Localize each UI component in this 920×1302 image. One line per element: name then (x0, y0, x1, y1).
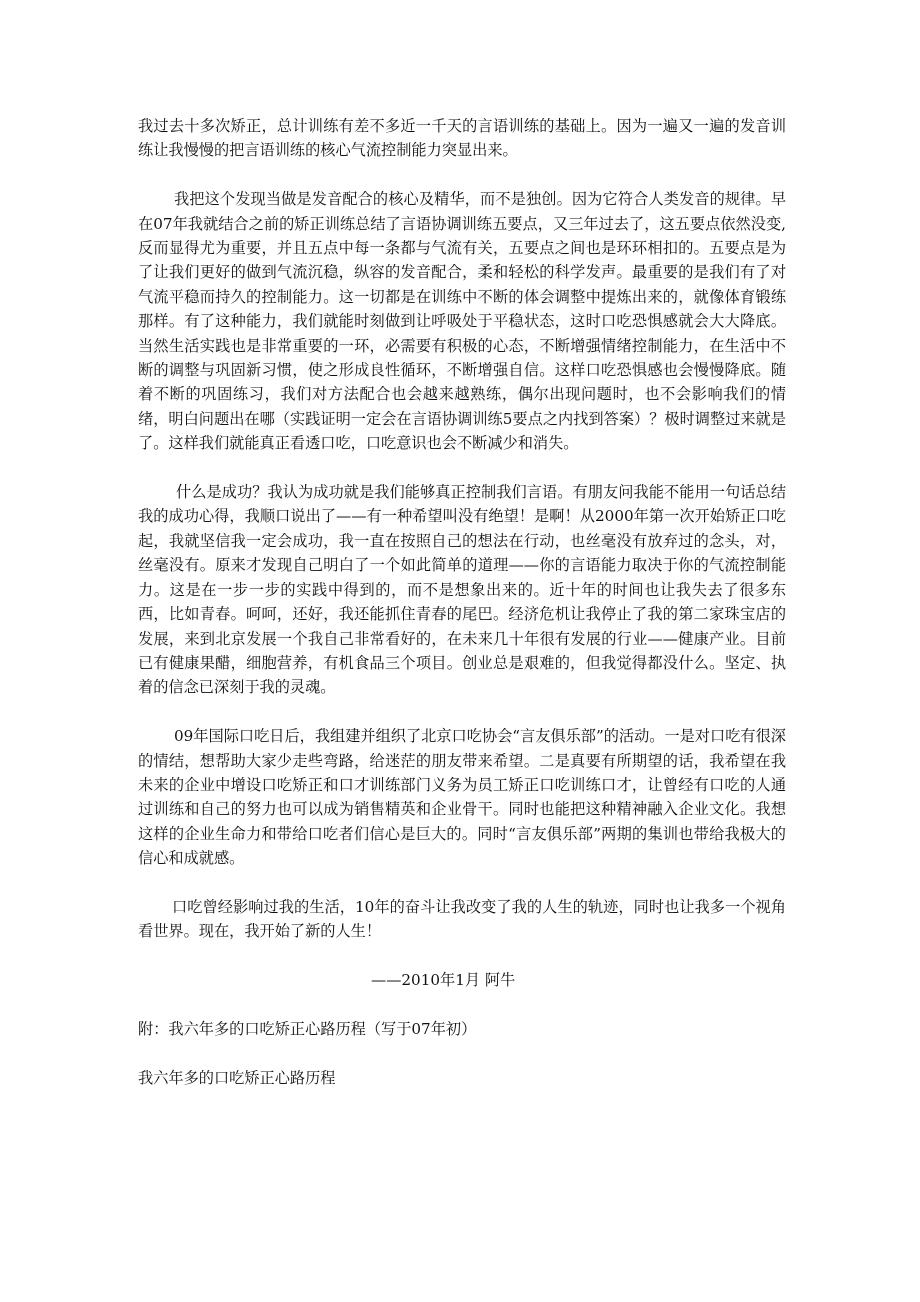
paragraph-club: 09年国际口吃日后，我组建并组织了北京口吃协会“言友俱乐部”的活动。一是对口吃有很深的情结，想帮助大家少走些弯路，给迷茫的朋友带来希望。二是真要有所期望的话，我希望在我未来的企业中增设口吃矫正和口才训练部门义务为员工矫正口吃训练口才，让曾经有口吃的人通过训练和自己的努力也可以成为销售精英和企业骨干。同时也能把这种精神融入企业文化。我想这样的企业生命力和带给口吃者们信心是巨大的。同时“言友俱乐部”两期的集训也带给我极大的信心和成就感。 (138, 727, 786, 868)
appendix-note: 附：我六年多的口吃矫正心路历程（写于07年初） (138, 1019, 477, 1038)
signature-line: ——2010年1月 阿牛 (371, 971, 516, 990)
paragraph-conclusion: 口吃曾经影响过我的生活，10年的奋斗让我改变了我的人生的轨迹，同时也让我多一个视角看世界。现在，我开始了新的人生！ (138, 897, 786, 941)
appendix-title: 我六年多的口吃矫正心路历程 (138, 1068, 336, 1087)
paragraph-intro: 我过去十多次矫正，总计训练有差不多近一千天的言语训练的基础上。因为一遍又一遍的发音训练让我慢慢的把言语训练的核心气流控制能力突显出来。 (138, 117, 786, 160)
document-body (138, 114, 786, 1090)
paragraph-success: 什么是成功？我认为成功就是我们能够真正控制我们言语。有朋友问我能不能用一句话总结我的成功心得，我顺口说出了——有一种希望叫没有绝望！是啊！从2000年第一次开始矫正口吃起，我就坚信我一定会成功，我一直在按照自己的想法在行动，也丝毫没有放弃过的念头，对，丝毫没有。原来才发现自己明白了一个如此简单的道理——你的言语能力取决于你的气流控制能力。这是在一步一步的实践中得到的，而不是想象出来的。近十年的时间也让我失去了很多东西，比如青春。呵呵，还好，我还能抓住青春的尾巴。经济危机让我停止了我的第二家珠宝店的发展，来到北京发展一个我自己非常看好的，在未来几十年很有发展的行业——健康产业。目前已有健康果醋，细胞营养，有机食品三个项目。创业总是艰难的，但我觉得都没什么。坚定、执着的信念已深刻于我的灵魂。 (138, 483, 786, 697)
paragraph-discovery: 我把这个发现当做是发音配合的核心及精华，而不是独创。因为它符合人类发音的规律。早在07年我就结合之前的矫正训练总结了言语协调训练五要点，又三年过去了，这五要点依然没变,反而显得尤为重要，并且五点中每一条都与气流有关，五要点之间也是环环相扣的。五要点是为了让我们更好的做到气流沉稳，纵容的发音配合，柔和轻松的科学发声。最重要的是我们有了对气流平稳而持久的控制能力。这一切都是在训练中不断的体会调整中提炼出来的，就像体育锻练那样。有了这种能力，我们就能时刻做到让呼吸处于平稳状态，这时口吃恐惧感就会大大降底。当然生活实践也是非常重要的一环，必需要有积极的心态，不断增强情绪控制能力，在生活中不断的调整与巩固新习惯，使之形成良性循环，不断增强自信。这样口吃恐惧感也会慢慢降底。随着不断的巩固练习，我们对方法配合也会越来越熟练，偶尔出现问题时，也不会影响我们的情绪，明白问题出在哪（实践证明一定会在言语协调训练5要点之内找到答案）？极时调整过来就是了。这样我们就能真正看透口吃，口吃意识也会不断减少和消失。 (138, 190, 786, 453)
